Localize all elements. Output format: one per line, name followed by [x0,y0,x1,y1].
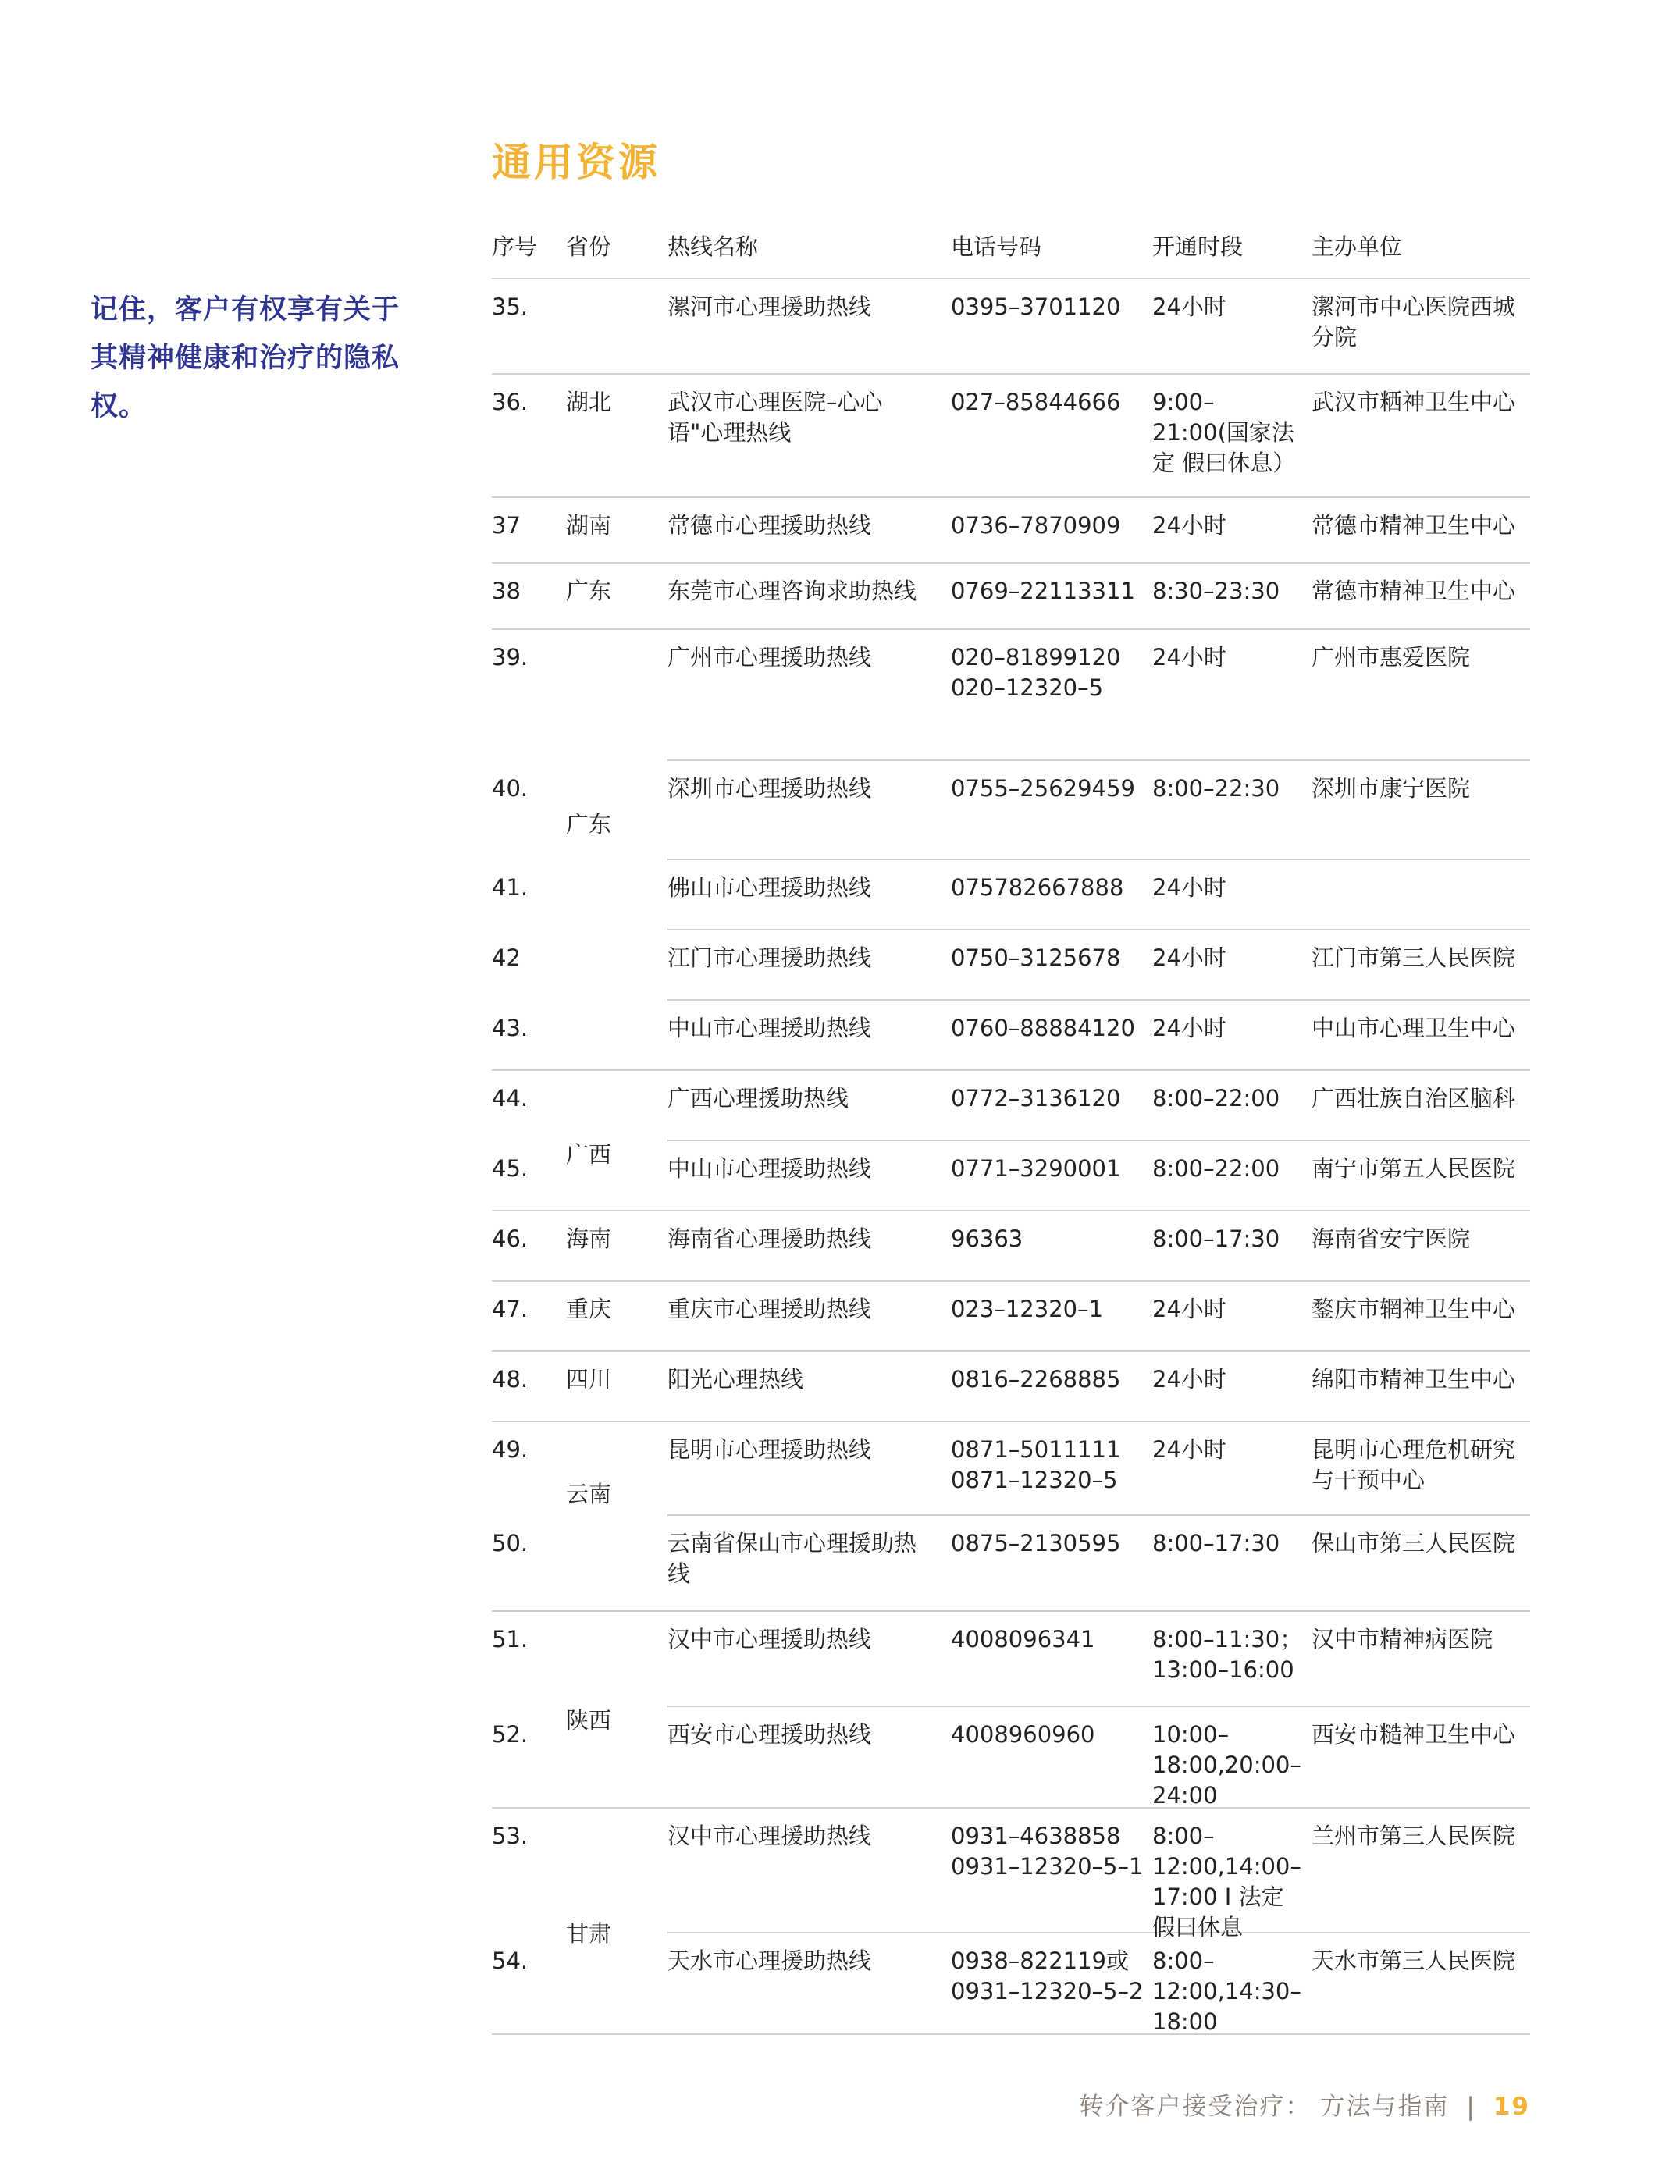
table-rule-partial [667,859,1530,860]
cell-name: 重庆市心理援助热线 [667,1296,872,1322]
cell-hours: 8:00–17:30 [1152,1530,1280,1556]
cell-no: 47. [492,1296,529,1322]
header-hotline-name: 热线名称 [667,233,759,260]
cell-name: 广州市心理援助热线 [667,644,872,670]
table-rule [492,373,1530,375]
cell-no: 48. [492,1366,529,1393]
cell-hours: 24小时 [1152,512,1226,539]
cell-org: 常德市精神卫生中心 [1312,578,1516,604]
cell-province: 海南 [566,1225,612,1252]
cell-name: 东莞市心理咨询求助热线 [667,578,917,604]
table-rule [492,628,1530,630]
merged-province-yunnan: 云南 [566,1481,612,1507]
header-hours: 开通时段 [1152,233,1244,260]
header-phone: 电话号码 [951,233,1042,260]
cell-no: 38 [492,578,521,604]
cell-no: 54. [492,1947,529,1974]
cell-org: 保山市第三人民医院 [1312,1530,1516,1556]
cell-no: 50. [492,1530,529,1556]
footer-title: 转介客户接受治疗： 方法与指南 [1079,2093,1450,2121]
cell-phone: 075782667888 [951,874,1124,901]
cell-no: 42 [492,944,521,971]
merged-province-guangxi: 广西 [566,1141,612,1168]
cell-phone: 0395–3701120 [951,293,1121,320]
table-rule [492,1350,1530,1352]
cell-no: 44. [492,1085,529,1112]
cell-phone: 0769–22113311 [951,578,1135,604]
cell-phone: 0938–822119或 0931–12320–5–2 [951,1947,1144,2004]
privacy-reminder: 记住，客户有权享有关于其精神健康和治疗的隐私权。 [91,294,400,422]
cell-phone: 96363 [951,1225,1023,1252]
cell-no: 41. [492,874,529,901]
cell-no: 39. [492,644,529,670]
cell-no: 52. [492,1721,529,1748]
cell-no: 51. [492,1626,529,1652]
cell-org: 绵阳市精神卫生中心 [1312,1366,1516,1393]
cell-hours: 24小时 [1152,944,1226,971]
cell-province: 四川 [566,1366,612,1393]
cell-no: 40. [492,775,529,802]
table-rule [492,1069,1530,1071]
footer-separator: | [1466,2093,1476,2121]
table-rule-partial [667,929,1530,930]
table-rule [492,1210,1530,1211]
cell-province: 湖南 [566,512,612,539]
merged-province-shaanxi: 陕西 [566,1707,612,1734]
table-rule [492,1280,1530,1282]
table-rule-partial [667,999,1530,1001]
cell-name: 广西心理援助热线 [667,1085,849,1112]
cell-phone: 020–81899120 020–12320–5 [951,644,1121,701]
cell-hours: 8:00–11:30；13:00–16:00 [1152,1626,1303,1683]
cell-hours: 10:00–18:00,20:00–24:00 [1152,1721,1301,1809]
cell-org: 汉中市精神病医院 [1312,1626,1493,1652]
cell-province: 广东 [566,578,612,604]
cell-org: 南宁市第五人民医院 [1312,1155,1516,1182]
table-rule [492,1421,1530,1422]
cell-no: 37 [492,512,521,539]
table-rule [492,496,1530,498]
cell-no: 49. [492,1436,529,1463]
cell-phone: 0736–7870909 [951,512,1121,539]
cell-org: 广州市惠爱医院 [1312,644,1471,670]
merged-province-guangdong: 广东 [566,811,612,838]
cell-hours: 24小时 [1152,1366,1226,1393]
header-number: 序号 [492,233,538,260]
cell-name: 天水市心理援助热线 [667,1947,872,1974]
table-rule [492,1807,1530,1809]
cell-hours: 24小时 [1152,1296,1226,1322]
cell-no: 36. [492,389,529,415]
cell-phone: 0772–3136120 [951,1085,1121,1112]
table-rule-partial [667,1932,1530,1933]
cell-name: 武汉市心理医院–心心语"心理热线 [667,389,883,446]
cell-org: 昆明市心理危机研究与干预中心 [1312,1436,1516,1493]
cell-phone: 0760–88884120 [951,1015,1135,1041]
table-rule-partial [667,1514,1530,1516]
cell-phone: 4008960960 [951,1721,1095,1748]
cell-no: 45. [492,1155,529,1182]
cell-phone: 027–85844666 [951,389,1121,415]
cell-org: 武汉市粞神卫生中心 [1312,389,1516,415]
cell-name: 深圳市心理援助热线 [667,775,872,802]
cell-name: 江门市心理援助热线 [667,944,872,971]
table-rule-partial [667,1140,1530,1141]
cell-hours: 8:00–22:00 [1152,1085,1280,1112]
cell-org: 天水市第三人民医院 [1312,1947,1516,1974]
cell-hours: 24小时 [1152,1015,1226,1041]
page-number: 19 [1493,2093,1530,2121]
table-bottom-rule [492,2033,1530,2035]
cell-no: 53. [492,1823,529,1849]
cell-hours: 8:00–22:30 [1152,775,1280,802]
cell-hours: 8:00–22:00 [1152,1155,1280,1182]
cell-phone: 0755–25629459 [951,775,1135,802]
cell-org: 潔河市中心医院西城分院 [1312,293,1516,350]
cell-name: 云南省保山市心理援助热线 [667,1530,917,1587]
cell-name: 佛山市心理援助热线 [667,874,872,901]
header-organizer: 主办单位 [1312,233,1403,260]
cell-hours: 9:00–21:00(国家法定 假曰休息） [1152,389,1296,476]
table-rule-partial [667,1706,1530,1707]
cell-hours: 8:00–12:00,14:00–17:00 I 法定假曰休息 [1152,1823,1301,1940]
table-rule-partial [667,759,1530,761]
cell-org: 海南省安宁医院 [1312,1225,1471,1252]
cell-org: 江门市第三人民医院 [1312,944,1516,971]
cell-phone: 0771–3290001 [951,1155,1121,1182]
cell-org: 常德市精神卫生中心 [1312,512,1516,539]
cell-hours: 24小时 [1152,293,1226,320]
header-province: 省份 [566,233,612,260]
cell-org: 兰州市第三人民医院 [1312,1823,1516,1849]
cell-no: 43. [492,1015,529,1041]
table-rule [492,278,1530,279]
cell-name: 汉中市心理援助热线 [667,1823,872,1849]
cell-hours: 24小时 [1152,644,1226,670]
cell-phone: 4008096341 [951,1626,1095,1652]
cell-phone: 0875–2130595 [951,1530,1121,1556]
cell-no: 46. [492,1225,529,1252]
cell-hours: 8:00–12:00,14:30–18:00 [1152,1947,1301,2035]
cell-phone: 0816–2268885 [951,1366,1121,1393]
cell-org: 西安市糙神卫生中心 [1312,1721,1516,1748]
cell-phone: 023–12320–1 [951,1296,1104,1322]
cell-org: 深圳市康宁医院 [1312,775,1471,802]
cell-org: 鍪庆市辋神卫生中心 [1312,1296,1516,1322]
cell-hours: 24小时 [1152,874,1226,901]
merged-province-gansu: 甘肃 [566,1920,612,1947]
cell-phone: 0871–5011111 0871–12320–5 [951,1436,1121,1493]
cell-name: 海南省心理援助热线 [667,1225,872,1252]
cell-hours: 8:00–17:30 [1152,1225,1280,1252]
table-rule [492,562,1530,564]
cell-name: 漯河市心理援助热线 [667,293,872,320]
cell-name: 昆明市心理援助热线 [667,1436,872,1463]
cell-no: 35. [492,293,529,320]
cell-name: 常德市心理援助热线 [667,512,872,539]
table-rule [492,1610,1530,1612]
cell-org: 中山市心理卫生中心 [1312,1015,1516,1041]
cell-name: 阳光心理热线 [667,1366,804,1393]
cell-name: 汉中市心理援助热线 [667,1626,872,1652]
cell-org: 广西壮族自治区脑科 [1312,1085,1516,1112]
table-header [492,219,1530,278]
section-title: 通用资源 [492,140,660,185]
cell-phone: 0750–3125678 [951,944,1121,971]
page-footer [1080,2086,1530,2122]
cell-province: 重庆 [566,1296,612,1322]
cell-name: 西安市心理援助热线 [667,1721,872,1748]
cell-name: 中山市心理援助热线 [667,1155,872,1182]
cell-hours: 24小时 [1152,1436,1226,1463]
cell-province: 湖北 [566,389,612,415]
cell-hours: 8:30–23:30 [1152,578,1280,604]
cell-name: 中山市心理援助热线 [667,1015,872,1041]
cell-phone: 0931–4638858 0931–12320–5–1 [951,1823,1144,1880]
